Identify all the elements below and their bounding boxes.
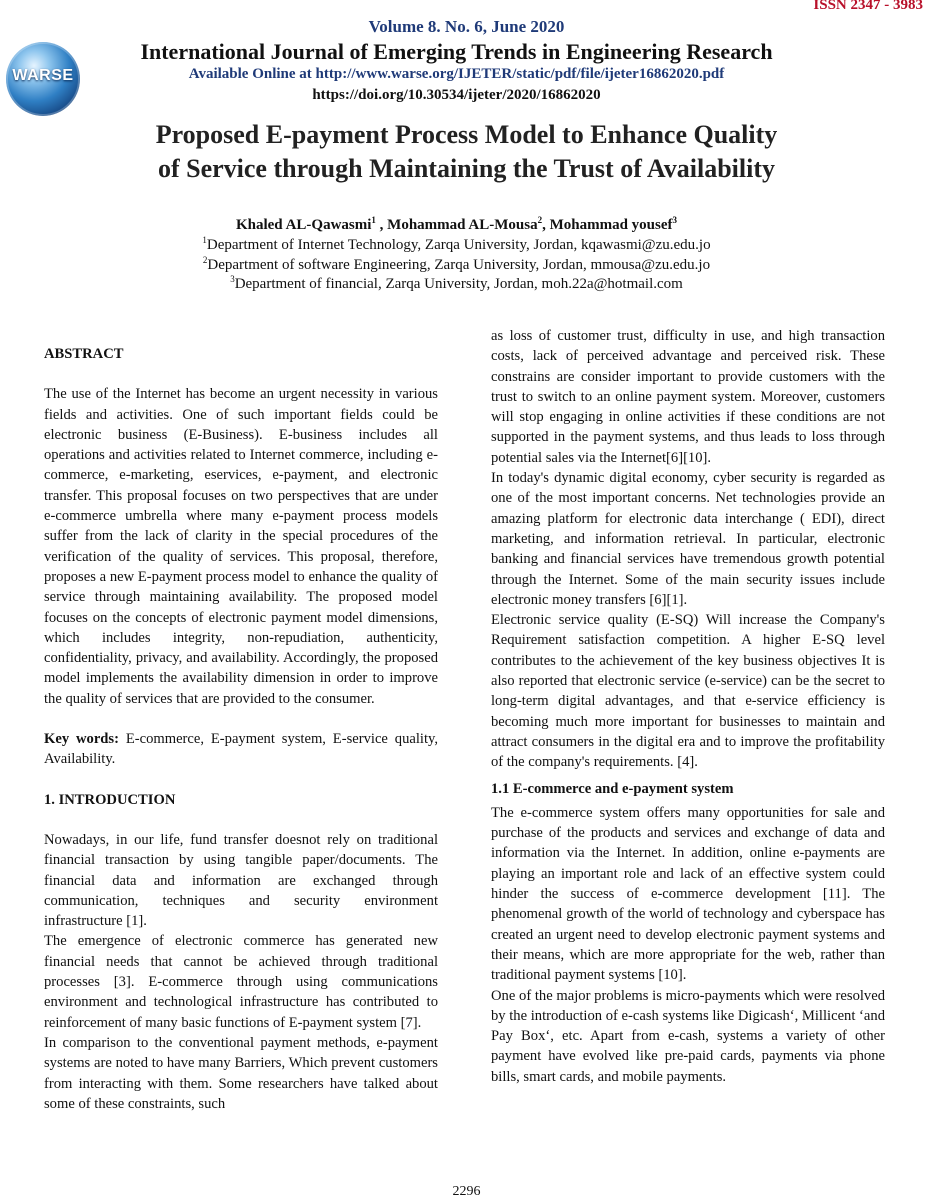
spacer xyxy=(44,770,438,790)
title-line-2: of Service through Maintaining the Trust of Availability xyxy=(157,154,776,183)
right-column xyxy=(491,326,885,1087)
paragraph-2: In today's dynamic digital economy, cyber security is regarded as one of the most important concerns. Net technologies provide an amazing platform for electronic data interchange ( EDI), direct marketing, and information retrieval. In particular, electronic banking and financial services have tremendous growth potential through the Internet. Some of the main security issues include electronic money transfers [6][1]. xyxy=(491,470,885,608)
journal-title: International Journal of Emerging Trends in Engineering Research xyxy=(140,39,773,64)
abstract-text: The use of the Internet has become an urgent necessity in various fields and activities. One of such important fields could be electronic business (E-Business). E-business includes all operations and activities related to Internet commerce, including e-commerce, e-marketing, eservices, e-payment, and electronic transfer. This proposal focuses on two perspectives that are under e-commerce umbrella where many e-payment process models suffer from the lack of clarity in the special procedures of the verification of the quality of services. This proposal, therefore, proposes a new E-payment process model to enhance the quality of service through maintaining availability. The proposed model focuses on the concepts of electronic payment model dimensions, which includes integrity, non-repudiation, authenticity, confidentiality, privacy, and availability. Accordingly, the proposed model implements the availability dimension in order to improve the quality of services that are provided to the consumer. xyxy=(44,386,438,707)
author-name: Mohammad AL-Mousa xyxy=(387,217,538,233)
section-subheading: 1.1 E-commerce and e-payment system xyxy=(491,780,734,797)
affiliation-text: Department of Internet Technology, Zarqa University, Jordan, kqawasmi@zu.edu.jo xyxy=(206,237,711,253)
intro-paragraph-1: Nowadays, in our life, fund transfer doesnot rely on traditional financial transaction by using tangible paper/documents. The financial data and information are exchanged through communication, techniques and security environment infrastructure [1]. xyxy=(44,831,438,930)
page-number: 2296 xyxy=(452,1184,481,1199)
spacer xyxy=(44,709,438,729)
keywords-text: E-commerce, E-payment system, E-service quality, Availability. xyxy=(44,731,439,768)
affiliation-sup: 3 xyxy=(230,274,235,284)
affiliation-text: Department of financial, Zarqa University, Jordan, moh.22a@hotmail.com xyxy=(234,276,683,292)
author-name: Khaled AL-Qawasmi xyxy=(235,217,372,233)
affiliation-sup: 2 xyxy=(202,255,208,265)
logo-text: WARSE xyxy=(12,67,74,84)
paragraph-4: The e-commerce system offers many opportunities for sale and purchase of the products and services and exchange of data and information via the Internet. In addition, online e-payments are playing an important role and lack of an effective system could hinder the success of e-commerce development [11]. The phenomenal growth of the world of technology and cyberspace has created an urgent need to develop electronic payment systems and their means, which are more appropriate for the web, rather than traditional payment systems [10]. xyxy=(491,804,885,984)
keywords xyxy=(44,729,438,770)
doi-link[interactable]: https://doi.org/10.30534/ijeter/2020/16862020 xyxy=(312,87,601,103)
author-sup: 2 xyxy=(537,215,543,225)
intro-paragraph-3: In comparison to the conventional payment methods, e-payment systems are noted to have many Barriers, Which prevent customers from interacting with them. Some researchers have talked about some of these constraints, such xyxy=(44,1034,438,1112)
spacer xyxy=(44,810,438,830)
affiliation-sup: 1 xyxy=(202,235,207,245)
keywords-label: Key words: xyxy=(44,731,119,748)
issn-label: ISSN 2347 - 3983 xyxy=(813,0,923,13)
author-name: Mohammad yousef xyxy=(549,217,673,233)
affiliation-text: Department of software Engineering, Zarqa University, Jordan, mmousa@zu.edu.jo xyxy=(207,257,711,273)
intro-paragraph-2: The emergence of electronic commerce has generated new financial needs that cannot be achieved through traditional processes [3]. E-commerce through using communications environment and technological infrastructure has contributed to reinforcement of many basic functions of E-payment system [7]. xyxy=(44,933,438,1031)
intro-heading: 1. INTRODUCTION xyxy=(44,791,176,808)
affiliation-3 xyxy=(0,276,913,293)
paragraph-5: One of the major problems is micro-payments which were resolved by the introduction of e-cash systems like Digicash‘, Millicent ‘and Pay Box‘, etc. Apart from e-cash, systems a variety of other payment have evolved like pre-paid cards, payments via phone bills, smart cards, and mobile payments. xyxy=(491,987,885,1085)
abstract-heading: ABSTRACT xyxy=(44,346,124,362)
author-sup: 3 xyxy=(672,215,678,225)
affiliation-2 xyxy=(0,257,913,274)
paragraph-1: as loss of customer trust, difficulty in use, and high transaction costs, lack of perceived advantage and perceived risk. These constrains are consider important to provide customers with the trust to switch to an online payment system. Moreover, customers will stop engaging in online activities if these conditions are not supported in the payment systems, and thus leads to loss through potential sales via the Internet[6][10]. xyxy=(491,328,885,466)
author-separator: , xyxy=(375,217,388,233)
author-sup: 1 xyxy=(371,215,376,225)
left-column xyxy=(44,344,438,1114)
author-separator: , xyxy=(542,217,550,233)
title-line-1: Proposed E-payment Process Model to Enhance Quality xyxy=(155,120,778,149)
paragraph-3: Electronic service quality (E-SQ) Will increase the Company's Requirement satisfaction competition. A higher E-SQ level contributes to the achievement of the key business objectives It is also reported that electronic service (e-service) can be the secret to long-term digital advantages, and that e-service efficiency is becoming much more important for businesses to maintain and attract consumers in the digital era and to improve the profitability of the company's requirements. [4]. xyxy=(491,612,885,771)
affiliation-1 xyxy=(0,237,913,254)
paper-title xyxy=(70,118,863,186)
available-online-link[interactable]: Available Online at http://www.warse.org/IJETER/static/pdf/file/ijeter16862020.pdf xyxy=(188,66,725,82)
spacer xyxy=(44,364,438,384)
author-list xyxy=(0,217,913,234)
volume-info: Volume 8. No. 6, June 2020 xyxy=(368,17,565,36)
